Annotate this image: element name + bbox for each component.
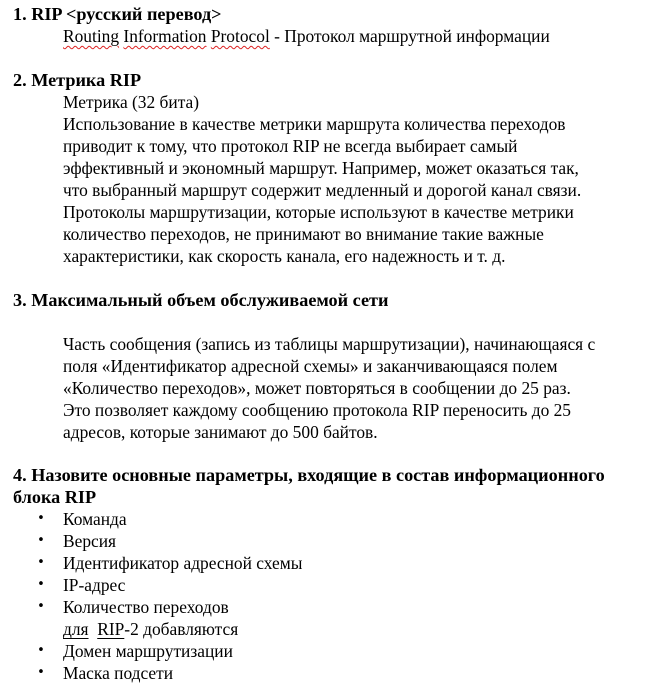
section-3-line-1: Часть сообщения (запись из таблицы маршрутизации), начинающаяся с [63,334,596,354]
list-item [0,574,666,596]
list-item [0,508,666,530]
list-item-label: IP-адрес [63,575,126,595]
section-2-line-1: Метрика (32 бита) [63,92,200,112]
bullet-icon: • [37,533,45,548]
note-added: -2 добавляются [124,619,239,639]
bullet-icon: • [37,511,45,526]
note-for: для [63,619,89,639]
term-protocol: Protocol [210,26,270,46]
list-note [0,618,666,640]
list-item [0,530,666,552]
list-item-label: Версия [63,531,117,551]
rip2-note [63,618,238,640]
section-2-heading: 2. Метрика RIP [13,70,142,90]
bullet-icon: • [37,665,45,680]
list-item-label: Количество переходов [63,597,229,617]
section-2-line-5: что выбранный маршрут содержит медленный и дорогой канал связи. [63,180,582,200]
section-2-body [63,91,663,267]
list-item [0,596,666,618]
term-information: Information [123,26,207,46]
section-3-line-3: «Количество переходов», может повторяться в сообщении до 25 раз. [63,378,571,398]
list-item [0,552,666,574]
section-1-heading: 1. RIP <русский перевод> [13,4,222,24]
section-2-line-8: характеристики, как скорость канала, его надежность и т. д. [63,246,506,266]
list-item-label: Домен маршрутизации [63,641,233,661]
section-4-heading-line-1: 4. Назовите основные параметры, входящие в состав информационного [13,465,605,485]
bullet-icon: • [37,555,45,570]
section-2-line-6: Протоколы маршрутизации, которые используют в качестве метрики [63,202,574,222]
section-3-line-2: поля «Идентификатор адресной схемы» и заканчивающаяся полем [63,356,558,376]
section-3-line-5: адресов, которые занимают до 500 байтов. [63,422,378,442]
parameters-list [0,508,666,684]
term-routing: Routing [63,26,120,46]
section-2-line-2: Использование в качестве метрики маршрута количества переходов [63,114,566,134]
note-rip: RIP [97,619,125,639]
list-item-label: Команда [63,509,127,529]
section-1-line [63,25,663,47]
section-2-line-4: эффективный и экономный маршрут. Например, может оказаться так, [63,158,579,178]
section-3-body [63,333,663,443]
list-item-label: Идентификатор адресной схемы [63,553,303,573]
bullet-icon: • [37,643,45,658]
term-translation: - Протокол маршрутной информации [269,26,550,46]
section-2-line-7: количество переходов, не принимают во внимание такие важные [63,224,544,244]
bullet-icon: • [37,599,45,614]
bullet-icon: • [37,577,45,592]
list-item-label: Маска подсети [63,663,174,683]
section-1-body [63,25,663,47]
section-3-heading: 3. Максимальный объем обслуживаемой сети [13,290,389,310]
list-item [0,640,666,662]
section-4-heading-line-2: блока RIP [13,487,97,507]
section-3-line-4: Это позволяет каждому сообщению протокола RIP переносить до 25 [63,400,572,420]
section-2-line-3: приводит к тому, что протокол RIP не всегда выбирает самый [63,136,518,156]
